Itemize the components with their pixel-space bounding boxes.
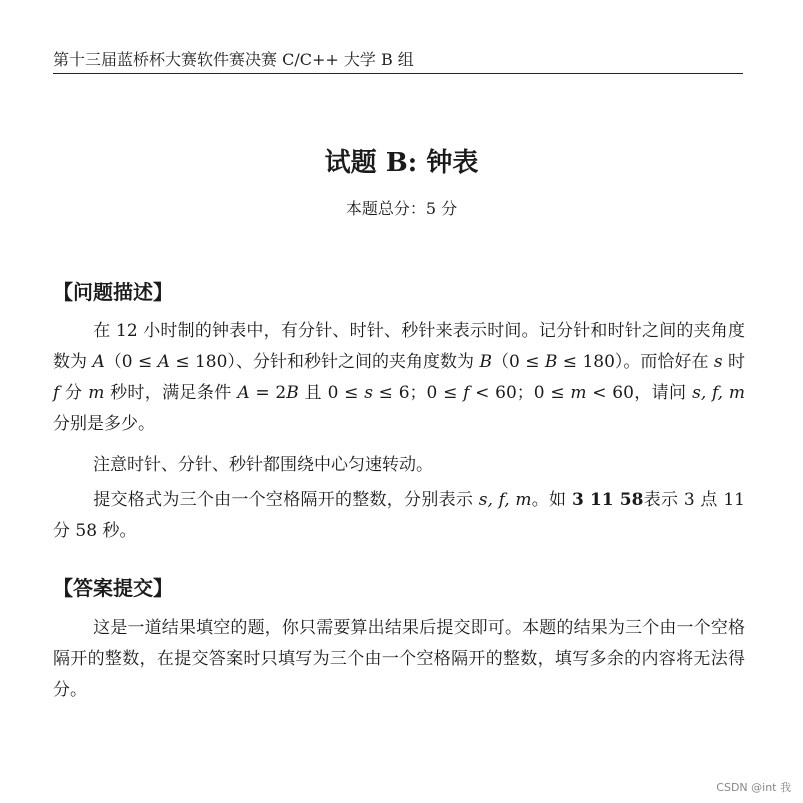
problem-description-heading: 【问题描述】 (53, 280, 173, 304)
problem-paragraph-2: 注意时针、分针、秒针都围绕中心匀速转动。 (93, 455, 433, 475)
problem-paragraph-1: 在 12 小时制的钟表中，有分针、时针、秒针来表示时间。记分针和时针之间的夹角度数为 A（0 ≤ A ≤ 180）、分针和秒针之间的夹角度数为 B（0 ≤ B ≤ 180）。而恰好在 s 时 f 分 m 秒时，满足条件 A = 2B 且 0 ≤ s ≤ 6；0 ≤ f < 60；0 ≤ m < 60，请问 s, f, m 分别是多少。 (53, 321, 746, 434)
problem-paragraph-3: 提交格式为三个由一个空格隔开的整数，分别表示 s, f, m。如 3 11 58表示 3 点 11 分 58 秒。 (53, 490, 745, 541)
answer-submission-heading: 【答案提交】 (53, 576, 173, 600)
header-divider (53, 73, 743, 74)
emphasis-text: 匀速转动 (348, 455, 416, 475)
watermark: CSDN @int 我 (716, 781, 791, 794)
problem-title: 试题 B: 钟表 (324, 148, 479, 178)
answer-paragraph: 这是一道结果填空的题，你只需要算出结果后提交即可。本题的结果为三个由一个空格隔开的整数，在提交答案时只填写为三个由一个空格隔开的整数，填写多余的内容将无法得分。 (53, 618, 745, 700)
total-score: 本题总分：5 分 (345, 199, 458, 218)
page-header: 第十三届蓝桥杯大赛软件赛决赛 C/C++ 大学 B 组 (53, 50, 414, 69)
example-output: 3 11 58 (571, 490, 644, 510)
